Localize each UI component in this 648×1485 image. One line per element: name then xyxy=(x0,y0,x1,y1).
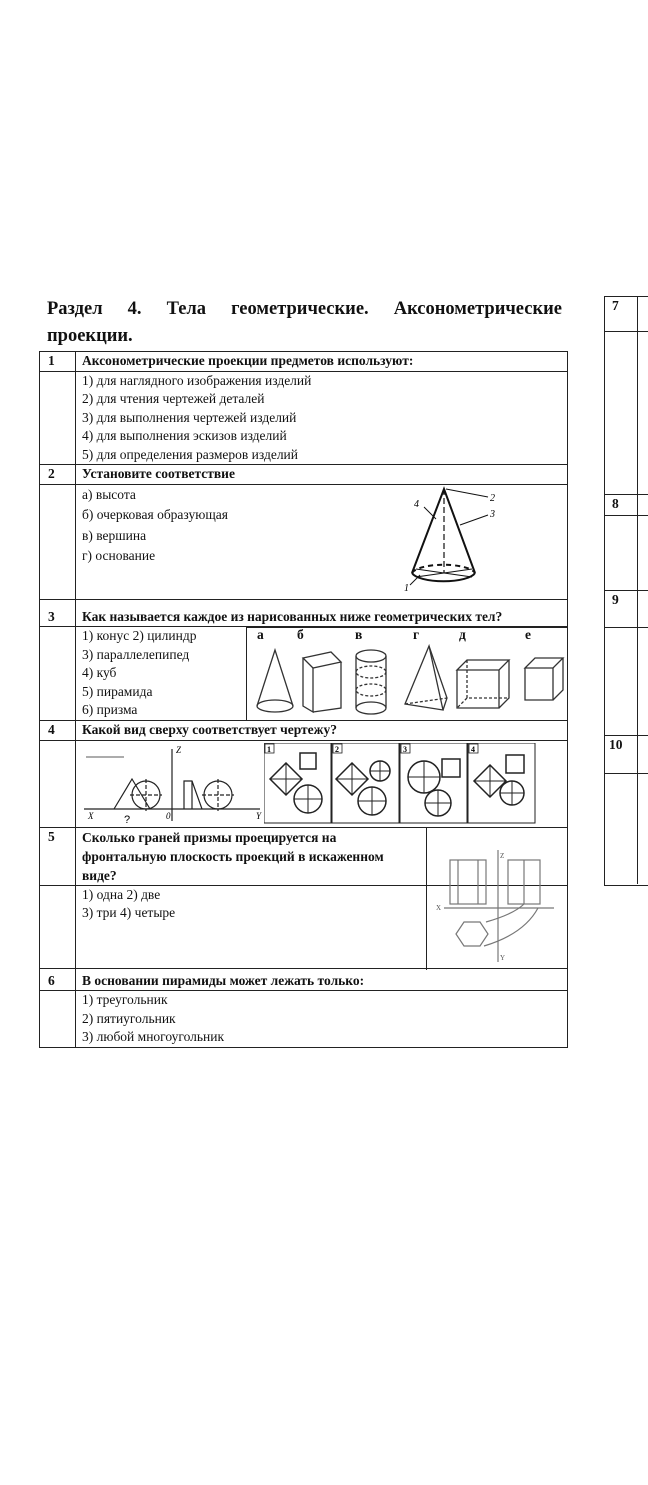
prism-projection-figure xyxy=(434,848,564,968)
solids-figure xyxy=(246,627,567,720)
axis-label: X xyxy=(88,810,94,821)
answer-option[interactable]: 3) для выполнения чертежей изделий xyxy=(82,409,297,425)
answer-option[interactable]: 1) для наглядного изображения изделий xyxy=(82,372,312,388)
answer-row xyxy=(40,484,568,599)
question-text: В основании пирамиды может лежать только: xyxy=(76,968,568,991)
variant-number: 4 xyxy=(471,744,475,754)
question-number: 3 xyxy=(40,599,76,627)
solid-letter: а xyxy=(257,627,264,642)
solid-letter: в xyxy=(355,627,363,642)
question-row xyxy=(40,352,568,372)
answer-option[interactable]: 4) для выполнения эскизов изделий xyxy=(82,428,287,443)
test-table xyxy=(39,351,568,1048)
cone-label: 2 xyxy=(490,492,495,504)
answer-row xyxy=(40,627,568,721)
answer-option[interactable]: 3) параллелепипед xyxy=(82,646,190,662)
solid-letter: б xyxy=(297,627,304,642)
answer-option[interactable]: 1) конус 2) цилиндр xyxy=(82,628,197,643)
question-row xyxy=(40,721,568,741)
answer-option[interactable]: а) высота xyxy=(82,486,136,502)
variant-number: 1 xyxy=(267,744,271,754)
views-figure xyxy=(76,740,568,827)
axis-label: X xyxy=(436,903,442,912)
answer-option[interactable]: 6) призма xyxy=(82,702,138,717)
axis-label: Y xyxy=(500,953,506,962)
axis-label: Z xyxy=(500,851,505,860)
answer-option[interactable]: 4) куб xyxy=(82,665,117,680)
answer-options xyxy=(76,371,568,465)
question-row xyxy=(40,599,568,627)
answer-option[interactable]: 3) три 4) четыре xyxy=(82,905,176,920)
answer-option[interactable]: 2) пятиугольник xyxy=(82,1010,176,1026)
variant-number: 3 xyxy=(403,744,407,754)
axis-label: 0 xyxy=(166,810,171,821)
right-question-number: 10 xyxy=(609,737,623,752)
top-view-variants xyxy=(264,743,540,825)
question-text: Сколько граней призмы проецируется на фронтальную плоскость проекций в искаженном виде? xyxy=(82,829,384,883)
section-title: Раздел 4. Тела геометрические. Аксонометрические проекции. xyxy=(47,299,562,346)
question-row xyxy=(40,465,568,485)
answer-option[interactable]: 2) для чтения чертежей деталей xyxy=(82,391,265,406)
question-text: Какой вид сверху соответствует чертежу? xyxy=(76,721,568,741)
question-text: Установите соответствие xyxy=(76,465,568,485)
answer-row xyxy=(40,371,568,465)
cone-label: 1 xyxy=(404,582,409,594)
question-number: 4 xyxy=(40,721,76,741)
answer-option[interactable]: 3) любой многоугольник xyxy=(82,1029,225,1044)
answer-option[interactable]: 1) одна 2) две xyxy=(82,886,161,902)
answer-option[interactable]: г) основание xyxy=(82,548,156,563)
axis-label: Z xyxy=(176,744,182,755)
answer-option[interactable]: 5) для определения размеров изделий xyxy=(82,446,298,462)
cone-figure xyxy=(376,485,556,599)
answer-row xyxy=(40,740,568,827)
answer-option[interactable]: б) очерковая образующая xyxy=(82,507,228,522)
question-number: 5 xyxy=(40,827,76,885)
axis-label: Y xyxy=(256,810,262,821)
solid-letter: г xyxy=(413,627,420,642)
question-text: Как называется каждое из нарисованных ниже геометрических тел? xyxy=(76,599,568,627)
answer-row xyxy=(40,991,568,1048)
answer-options xyxy=(76,484,568,599)
question-row xyxy=(40,827,568,885)
answer-options xyxy=(76,627,568,721)
answer-option[interactable]: 1) треугольник xyxy=(82,992,168,1007)
question-number: 2 xyxy=(40,465,76,485)
right-question-number: 7 xyxy=(612,298,619,313)
question-mark: ? xyxy=(124,813,131,826)
question-number: 6 xyxy=(40,968,76,991)
question-number: 1 xyxy=(40,352,76,372)
right-question-number: 8 xyxy=(612,496,619,511)
cone-label: 4 xyxy=(414,498,419,510)
right-question-number: 9 xyxy=(612,592,619,607)
question-row xyxy=(40,968,568,991)
drawing-figure xyxy=(80,741,270,827)
answer-option[interactable]: 5) пирамида xyxy=(82,683,153,699)
solid-letter: д xyxy=(459,627,466,642)
answer-option[interactable]: в) вершина xyxy=(82,527,147,543)
answer-options xyxy=(76,991,568,1048)
variant-number: 2 xyxy=(335,744,339,754)
cone-label: 3 xyxy=(490,508,495,520)
solid-letter: е xyxy=(525,627,531,642)
question-text: Аксонометрические проекции предметов используют: xyxy=(76,352,568,372)
